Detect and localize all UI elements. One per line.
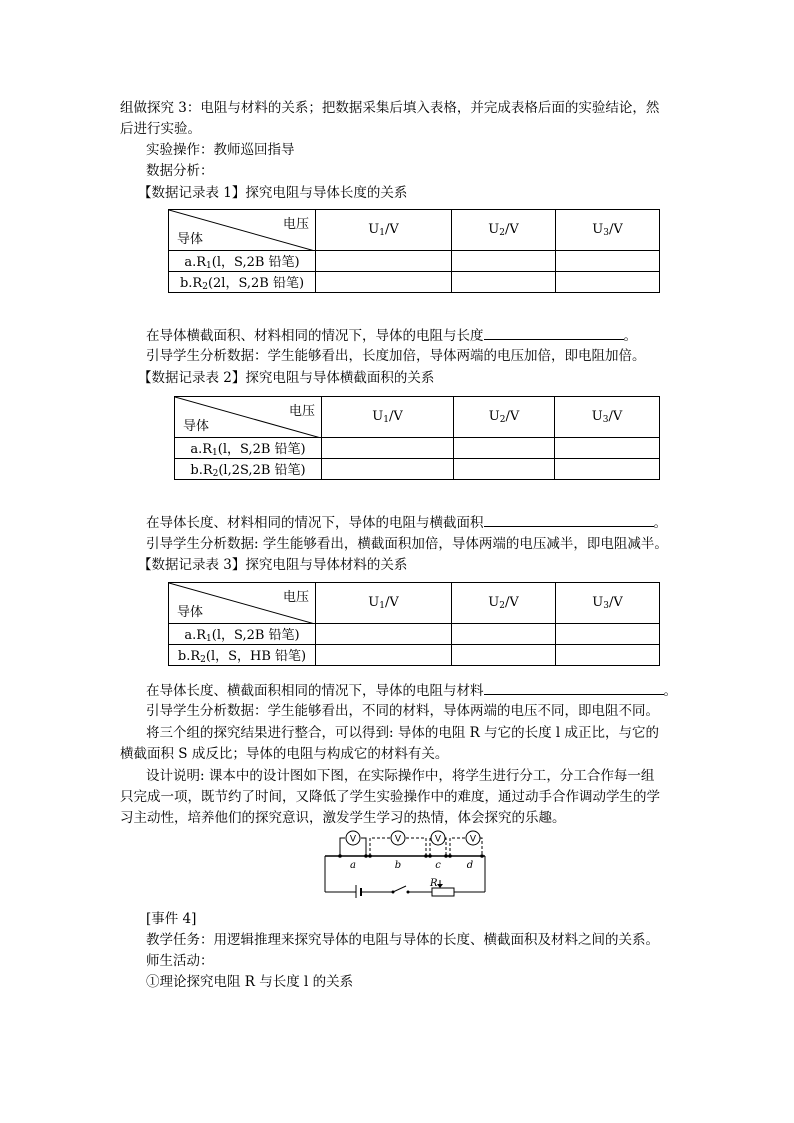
fill-blank[interactable] xyxy=(484,513,654,527)
table-header-row xyxy=(169,210,660,251)
table-2-conclusion xyxy=(146,513,667,532)
data-cell[interactable] xyxy=(452,645,556,666)
data-table-2 xyxy=(174,396,660,480)
data-cell[interactable] xyxy=(322,459,454,480)
intro-line-1: 组做探究 3：电阻与材料的关系；把数据采集后填入表格，并完成表格后面的实验结论，然 xyxy=(120,100,660,116)
data-cell[interactable] xyxy=(454,438,555,459)
segment-label-d: d xyxy=(466,860,474,871)
column-unit: /V xyxy=(504,222,519,237)
segment-label-a: a xyxy=(350,860,356,871)
data-table-1 xyxy=(168,209,660,293)
diagonal-header-cell xyxy=(169,583,316,624)
row-label-suffix: (l，S,2B 铅笔) xyxy=(211,255,300,270)
data-cell[interactable] xyxy=(452,272,556,293)
header-voltage: 电压 xyxy=(282,217,309,232)
row-label-suffix: (l，S,2B 铅笔) xyxy=(217,442,306,457)
column-unit: /V xyxy=(388,409,403,424)
column-subscript: 2 xyxy=(499,228,505,238)
event4-task: 教学任务：用逻辑推理来探究导体的电阻与导体的长度、横截面积及材料之间的关系。 xyxy=(146,932,659,948)
column-unit: /V xyxy=(608,409,623,424)
column-subscript: 1 xyxy=(383,415,389,425)
circuit-diagram xyxy=(320,826,495,898)
column-unit: /V xyxy=(384,222,399,237)
design-line-3: 习主动性，培养他们的探究意识，激发学生学习的热情，体会探究的乐趣。 xyxy=(120,810,566,826)
row-label-subscript: 2 xyxy=(212,469,219,479)
summary-line-2: 横截面积 S 成反比；导体的电阻与构成它的材料有关。 xyxy=(120,746,449,762)
row-label-subscript: 1 xyxy=(212,448,218,458)
conclusion-text: 在导体长度、材料相同的情况下，导体的电阻与横截面积 xyxy=(146,515,484,531)
table-3-conclusion xyxy=(146,681,677,700)
voltmeter-b xyxy=(370,831,426,856)
diagonal-header-cell xyxy=(169,210,316,251)
column-unit: /V xyxy=(608,222,623,237)
table-row xyxy=(175,438,660,459)
rheostat-icon xyxy=(429,878,454,896)
column-unit: /V xyxy=(505,409,520,424)
row-label-subscript: 2 xyxy=(200,655,206,665)
column-header-u2 xyxy=(452,583,556,624)
voltmeter-symbol: V xyxy=(434,834,442,845)
data-cell[interactable] xyxy=(555,459,660,480)
table-row xyxy=(175,459,660,480)
column-symbol: U xyxy=(488,595,500,610)
conclusion-end: 。 xyxy=(623,328,637,344)
column-header-u1 xyxy=(322,397,454,438)
row-label-prefix: b.R xyxy=(177,649,201,664)
header-conductor: 导体 xyxy=(177,232,204,247)
column-header-u3 xyxy=(555,397,660,438)
header-voltage: 电压 xyxy=(288,404,315,419)
column-header-u2 xyxy=(452,210,556,251)
row-label-prefix: a.R xyxy=(184,628,207,643)
table-header-row xyxy=(169,583,660,624)
row-label-subscript: 2 xyxy=(202,282,208,292)
row-label-suffix: (l,2S,2B 铅笔) xyxy=(218,463,306,478)
table-3-guide: 引导学生分析数据：学生能够看出，不同的材料，导体两端的电压不同，即电阻不同。 xyxy=(146,703,659,719)
row-label-subscript: 1 xyxy=(206,261,212,271)
voltmeter-c xyxy=(430,831,446,856)
data-cell[interactable] xyxy=(322,438,454,459)
summary-line-1: 将三个组的探究结果进行整合，可以得到: 导体的电阻 R 与它的长度 l 成正比，与它的 xyxy=(146,725,659,741)
data-cell[interactable] xyxy=(556,251,660,272)
column-symbol: U xyxy=(368,222,380,237)
voltmeter-a xyxy=(340,831,366,856)
column-symbol: U xyxy=(368,595,380,610)
data-cell[interactable] xyxy=(316,624,452,645)
column-symbol: U xyxy=(488,222,500,237)
column-symbol: U xyxy=(592,595,604,610)
column-symbol: U xyxy=(591,409,603,424)
column-subscript: 2 xyxy=(499,415,506,425)
row-label-subscript: 1 xyxy=(206,634,212,644)
data-cell[interactable] xyxy=(316,251,452,272)
data-cell[interactable] xyxy=(556,272,660,293)
design-line-2: 只完成一项，既节约了时间，又降低了学生实验操作中的难度，通过动手合作调动学生的学 xyxy=(120,789,660,805)
column-header-u1 xyxy=(316,583,452,624)
table-header-row xyxy=(175,397,660,438)
column-header-u2 xyxy=(454,397,555,438)
table-row xyxy=(169,645,660,666)
analysis-label: 数据分析： xyxy=(146,163,214,179)
header-voltage: 电压 xyxy=(282,590,309,605)
row-label-suffix: (l，S，HB 铅笔) xyxy=(205,649,307,664)
column-symbol: U xyxy=(592,222,604,237)
data-table-3 xyxy=(168,582,660,666)
header-conductor: 导体 xyxy=(177,605,204,620)
table-row xyxy=(169,251,660,272)
conclusion-end: 。 xyxy=(663,683,677,699)
data-cell[interactable] xyxy=(452,251,556,272)
conclusion-end: 。 xyxy=(653,515,667,531)
column-subscript: 3 xyxy=(603,601,609,611)
voltmeter-symbol: V xyxy=(469,834,477,845)
row-label xyxy=(169,624,316,645)
column-subscript: 2 xyxy=(499,601,505,611)
data-cell[interactable] xyxy=(316,272,452,293)
table-1-title: 【数据记录表 1】探究电阻与导体长度的关系 xyxy=(138,185,408,201)
row-label xyxy=(169,645,316,666)
column-symbol: U xyxy=(372,409,384,424)
row-label-prefix: b.R xyxy=(190,463,213,478)
event4-activity: 师生活动： xyxy=(146,953,214,969)
row-label-suffix: (2l，S,2B 铅笔) xyxy=(207,276,305,291)
row-label-prefix: a.R xyxy=(184,255,207,270)
row-label xyxy=(175,438,322,459)
table-2-title: 【数据记录表 2】探究电阻与导体横截面积的关系 xyxy=(138,370,435,386)
voltmeter-symbol: V xyxy=(349,834,357,845)
design-line-1: 设计说明: 课本中的设计图如下图，在实际操作中，将学生进行分工，分工合作每一组 xyxy=(146,768,655,784)
table-1-guide: 引导学生分析数据：学生能够看出，长度加倍，导体两端的电压加倍，即电阻加倍。 xyxy=(146,348,646,364)
fill-blank[interactable] xyxy=(484,681,664,695)
data-cell[interactable] xyxy=(556,645,660,666)
data-cell[interactable] xyxy=(555,438,660,459)
column-subscript: 1 xyxy=(379,228,385,238)
diagonal-header-cell xyxy=(175,397,322,438)
event4-item-1: ①理论探究电阻 R 与长度 l 的关系 xyxy=(146,974,354,990)
table-1-conclusion xyxy=(146,326,637,345)
segment-label-b: b xyxy=(394,860,402,871)
fill-blank[interactable] xyxy=(484,326,624,340)
column-unit: /V xyxy=(384,595,399,610)
header-conductor: 导体 xyxy=(183,419,210,434)
intro-line-2: 后进行实验。 xyxy=(120,121,201,137)
conclusion-text: 在导体横截面积、材料相同的情况下，导体的电阻与长度 xyxy=(146,328,484,344)
switch-icon xyxy=(392,886,410,894)
column-header-u3 xyxy=(556,210,660,251)
event4-heading: [事件 4] xyxy=(146,911,197,927)
row-label-prefix: b.R xyxy=(179,276,203,291)
segment-label-c: c xyxy=(435,860,441,871)
column-header-u3 xyxy=(556,583,660,624)
column-subscript: 3 xyxy=(603,228,609,238)
row-label xyxy=(169,251,316,272)
conclusion-text: 在导体长度、横截面积相同的情况下，导体的电阻与材料 xyxy=(146,683,484,699)
voltmeter-d xyxy=(450,831,482,856)
column-header-u1 xyxy=(316,210,452,251)
column-unit: /V xyxy=(504,595,519,610)
data-cell[interactable] xyxy=(452,624,556,645)
voltmeter-symbol: V xyxy=(394,834,402,845)
column-unit: /V xyxy=(608,595,623,610)
data-cell[interactable] xyxy=(316,645,452,666)
column-subscript: 3 xyxy=(602,415,609,425)
battery-icon xyxy=(356,885,361,898)
data-cell[interactable] xyxy=(556,624,660,645)
data-cell[interactable] xyxy=(454,459,555,480)
row-label xyxy=(175,459,322,480)
table-row xyxy=(169,272,660,293)
rheostat-label: R xyxy=(430,878,438,889)
column-symbol: U xyxy=(488,409,500,424)
table-row xyxy=(169,624,660,645)
row-label-suffix: (l，S,2B 铅笔) xyxy=(211,628,300,643)
row-label xyxy=(169,272,316,293)
row-label-prefix: a.R xyxy=(190,442,213,457)
table-3-title: 【数据记录表 3】探究电阻与导体材料的关系 xyxy=(138,557,408,573)
operation-text: 实验操作：教师巡回指导 xyxy=(146,142,295,158)
column-subscript: 1 xyxy=(379,601,385,611)
table-2-guide: 引导学生分析数据: 学生能够看出，横截面积加倍，导体两端的电压减半，即电阻减半。 xyxy=(146,536,668,552)
